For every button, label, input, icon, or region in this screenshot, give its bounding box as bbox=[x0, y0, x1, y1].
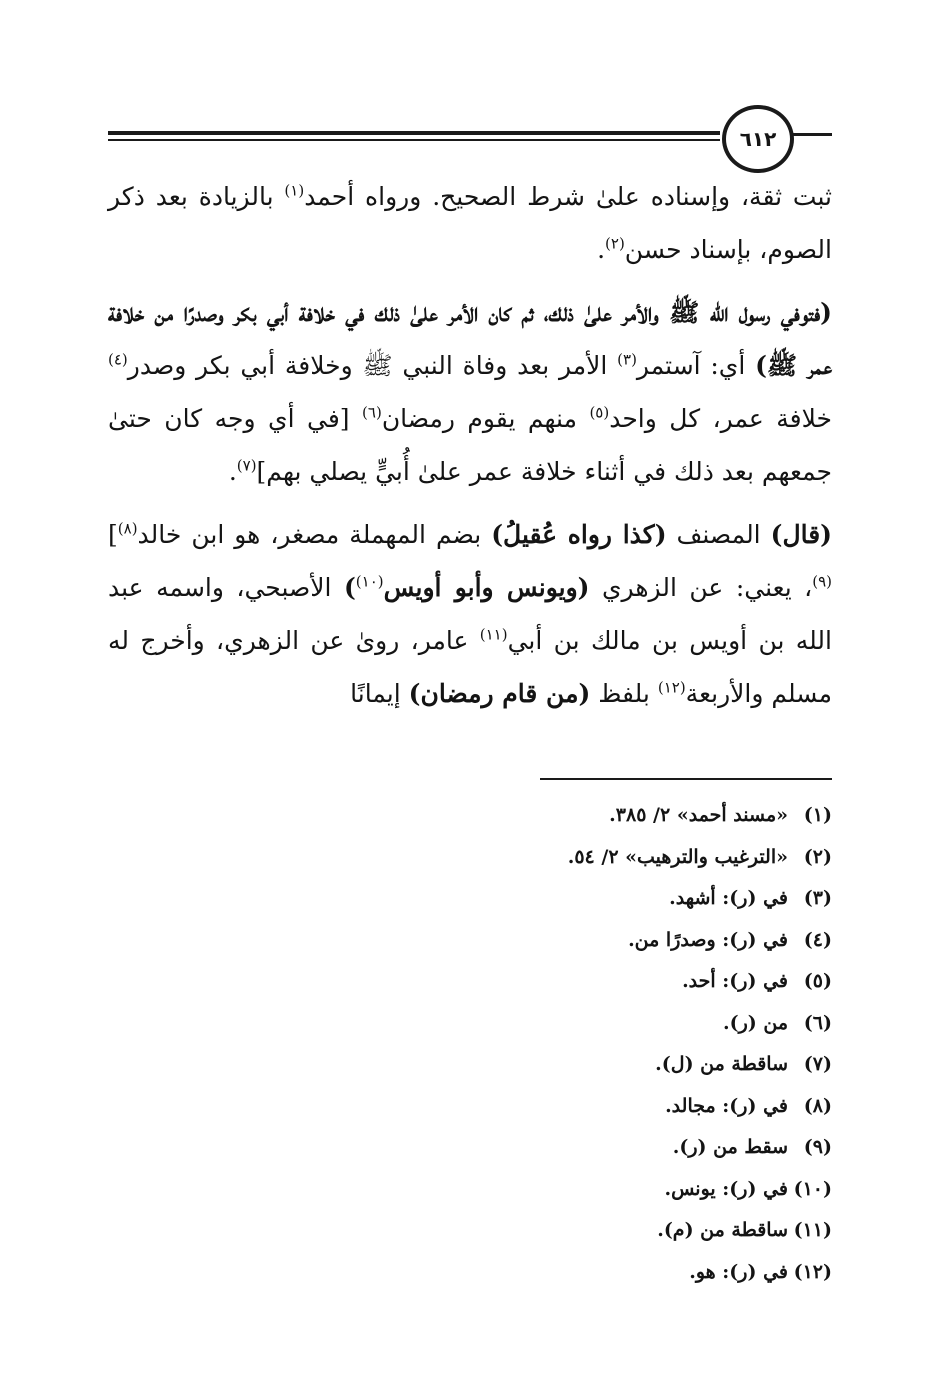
footnote-text: من (ر). bbox=[722, 1011, 788, 1034]
footnote-ref: (١٠) bbox=[355, 572, 384, 591]
text-run: عامر، روىٰ عن الزهري، وأخرج له مسلم والأربعة bbox=[108, 626, 832, 708]
footnote-number: (٨) bbox=[803, 1094, 832, 1117]
footnote-text: «الترغيب والترهيب» ٢/ ٥٤. bbox=[567, 845, 788, 868]
bold-text: (ويونس وأبو أويس bbox=[383, 573, 590, 602]
footnote-item bbox=[480, 878, 832, 920]
paragraph bbox=[108, 170, 832, 276]
text-run: بضم المهملة مصغر، هو ابن خالد bbox=[137, 520, 492, 549]
text-run: المصنف bbox=[666, 520, 771, 549]
footnote-text: ساقطة من (م). bbox=[657, 1219, 788, 1241]
footnote-text: في (ر): هو. bbox=[689, 1260, 788, 1283]
bold-text: (قال) bbox=[770, 520, 832, 549]
footnote-text: سقط من (ر). bbox=[672, 1136, 788, 1158]
footnote-text: في (ر): وصدرًا من. bbox=[628, 928, 788, 951]
text-run: ] bbox=[108, 520, 118, 549]
footnote-ref: (٣) bbox=[617, 350, 637, 369]
footnote-ref: (٤) bbox=[108, 350, 128, 369]
main-text bbox=[108, 170, 832, 730]
footnote-number: (٧) bbox=[803, 1053, 832, 1075]
footnote-item bbox=[480, 837, 832, 879]
footnote-number: (٤) bbox=[803, 928, 832, 951]
footnote-number: (٣) bbox=[803, 887, 832, 909]
footnote-item bbox=[480, 1252, 832, 1294]
text-run: خلافة عمر، كل واحد bbox=[609, 404, 833, 433]
footnote-ref: (١) bbox=[284, 181, 305, 200]
text-run: . bbox=[228, 457, 237, 486]
footnote-number: (٢) bbox=[803, 845, 832, 868]
footnote-item bbox=[480, 1210, 832, 1252]
text-run: منهم يقوم رمضان bbox=[381, 404, 590, 433]
footnote-number: (٩) bbox=[803, 1136, 832, 1158]
footnote-item bbox=[480, 1169, 832, 1211]
page-header bbox=[0, 100, 942, 180]
bold-text: (كذا رواه عُقيلُ) bbox=[491, 520, 667, 549]
bold-text: (فتوفي رسول الله ﷺ والأمر علىٰ ذلك، ثم كان الأمر علىٰ ذلك في خلافة أبي بكر وصدرًا من خلافة عمر ﷺ) bbox=[108, 298, 833, 380]
header-rule-thick bbox=[108, 131, 720, 135]
bold-text: (من قام رمضان) bbox=[408, 679, 591, 708]
footnote-number: (٦) bbox=[803, 1011, 832, 1034]
page-number-badge bbox=[722, 105, 794, 173]
footnote-ref: (١٢) bbox=[657, 678, 686, 697]
footnote-text: ساقطة من (ل). bbox=[655, 1053, 788, 1075]
text-run: ، يعني: عن الزهري bbox=[589, 573, 813, 602]
header-rule-right bbox=[788, 133, 832, 136]
text-run: . bbox=[597, 235, 606, 264]
footnote-ref: (٧) bbox=[236, 456, 257, 475]
header-rule-thin bbox=[108, 139, 720, 141]
footnote-item bbox=[480, 795, 832, 837]
footnote-number: (١) bbox=[803, 804, 832, 826]
text-run: بلفظ bbox=[590, 679, 658, 708]
paragraph bbox=[108, 286, 832, 498]
footnotes-list bbox=[480, 795, 832, 1293]
footnote-number: (١١) bbox=[793, 1219, 832, 1241]
footnote-text: في (ر): مجالد. bbox=[665, 1094, 788, 1117]
text-run: الأمر بعد وفاة النبي ﷺ وخلافة أبي بكر وصدر bbox=[127, 351, 618, 380]
footnote-item bbox=[480, 1003, 832, 1045]
text-run: ثبت ثقة، وإسناده علىٰ شرط الصحيح. ورواه أحمد bbox=[304, 182, 832, 211]
footnote-item bbox=[480, 1127, 832, 1169]
paragraph bbox=[108, 508, 832, 720]
footnote-item bbox=[480, 920, 832, 962]
footnote-ref: (٨) bbox=[117, 519, 138, 538]
footnote-ref: (٦) bbox=[362, 403, 382, 422]
footnote-ref: (٥) bbox=[589, 403, 610, 422]
footnote-text: في (ر): أشهد. bbox=[669, 887, 788, 909]
footnote-separator bbox=[540, 778, 832, 780]
footnote-text: في (ر): يونس. bbox=[664, 1177, 788, 1200]
footnote-number: (١٢) bbox=[793, 1260, 832, 1283]
text-run: بالزيادة بعد ذكر الصوم، بإسناد حسن bbox=[108, 182, 832, 264]
footnote-item bbox=[480, 1086, 832, 1128]
text-run: إيمانًا bbox=[350, 679, 409, 708]
footnote-item bbox=[480, 1044, 832, 1086]
footnote-ref: (٢) bbox=[605, 234, 625, 253]
footnote-ref: (١١) bbox=[479, 625, 508, 644]
footnote-number: (٥) bbox=[803, 970, 832, 992]
footnote-text: «مسند أحمد» ٢/ ٣٨٥. bbox=[609, 804, 788, 826]
footnote-text: في (ر): أحد. bbox=[682, 970, 788, 992]
text-run: الأصبحي، واسمه عبد الله بن أويس بن مالك بن أبي bbox=[108, 573, 832, 655]
page-number: ٦١٢ bbox=[739, 127, 777, 151]
bold-text: ) bbox=[343, 573, 356, 602]
footnote-ref: (٩) bbox=[812, 572, 833, 591]
text-run: [في أي وجه كان حتىٰ جمعهم بعد ذلك في أثناء خلافة عمر علىٰ أُبيٍّ يصلي بهم] bbox=[108, 404, 832, 486]
footnote-number: (١٠) bbox=[793, 1177, 832, 1200]
text-run: أي: آستمر bbox=[636, 351, 756, 380]
footnote-item bbox=[480, 961, 832, 1003]
